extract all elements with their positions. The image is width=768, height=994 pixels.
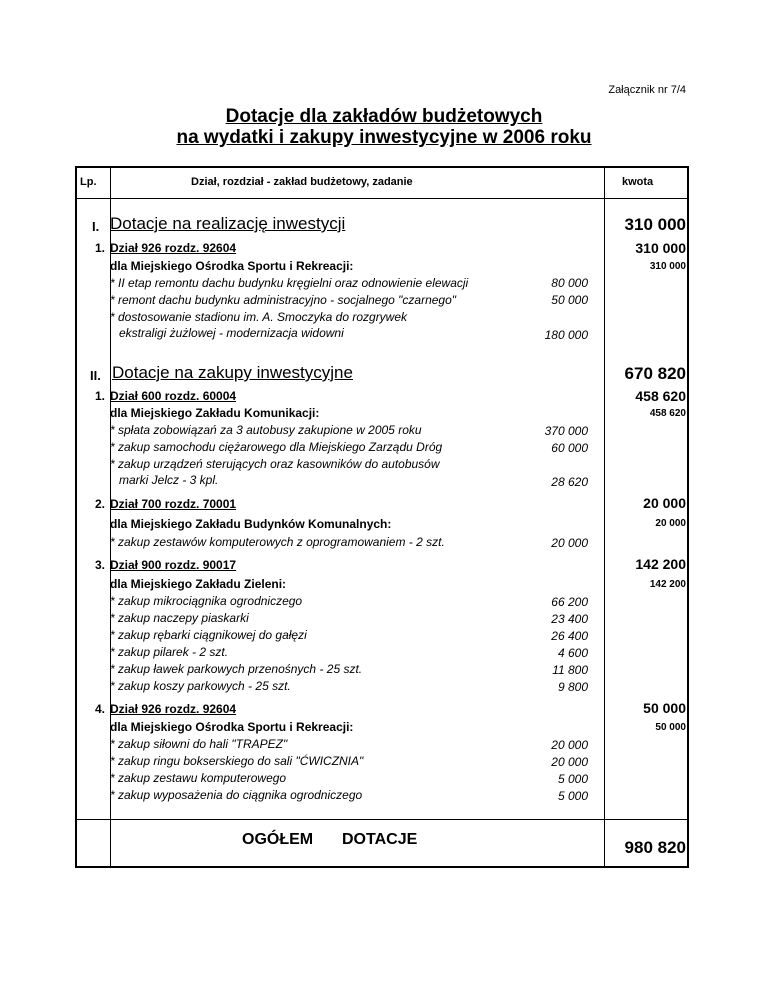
subsection-number: 1. — [94, 241, 105, 255]
task-amount: 370 000 — [544, 424, 588, 438]
task-amount: 20 000 — [551, 755, 588, 769]
task-amount: 180 000 — [544, 328, 588, 342]
section-title: Dotacje na realizację inwestycji — [110, 214, 346, 233]
task-item: * remont dachu budynku administracyjno - socjalnego "czarnego" — [110, 293, 457, 307]
unit-name: dla Miejskiego Zakładu Zieleni: — [110, 577, 287, 591]
task-item: * spłata zobowiązań za 3 autobusy zakupione w 2005 roku — [110, 423, 422, 437]
unit-amount: 20 000 — [655, 518, 686, 529]
unit-amount: 310 000 — [649, 261, 686, 272]
header-divider — [77, 198, 687, 199]
total-label: OGÓŁEM — [242, 831, 314, 848]
task-item: * zakup wyposażenia do ciągnika ogrodniczego — [110, 788, 363, 802]
task-item: * zakup rębarki ciągnikowej do gałęzi — [110, 628, 307, 642]
header-amount: kwota — [622, 176, 654, 188]
subsection-title: Dział 600 rozdz. 60004 — [110, 389, 237, 403]
task-item: * zakup pilarek - 2 szt. — [110, 645, 229, 659]
task-item: * zakup zestawów komputerowych z oprogramowaniem - 2 szt. — [110, 535, 445, 549]
task-amount: 26 400 — [551, 629, 588, 643]
document-title-line-1: Dotacje dla zakładów budżetowych — [225, 106, 543, 127]
task-amount: 20 000 — [551, 738, 588, 752]
task-amount: 5 000 — [557, 789, 588, 803]
header-lp: Lp. — [80, 176, 97, 188]
unit-amount: 142 200 — [649, 579, 686, 590]
section-number: II. — [90, 368, 101, 383]
task-amount: 20 000 — [551, 536, 588, 550]
section-title: Dotacje na zakupy inwestycyjne — [112, 363, 353, 382]
unit-name: dla Miejskiego Zakładu Komunikacji: — [110, 406, 320, 420]
task-amount: 23 400 — [551, 612, 588, 626]
task-item: * zakup zestawu komputerowego — [110, 771, 287, 785]
unit-amount: 458 620 — [649, 408, 686, 419]
section-amount: 670 820 — [624, 364, 686, 383]
task-amount: 28 620 — [551, 475, 588, 489]
task-item: * II etap remontu dachu budynku kręgielni oraz odnowienie elewacji — [110, 276, 469, 290]
task-item: * dostosowanie stadionu im. A. Smoczyka do rozgrywek — [110, 310, 408, 324]
total-label-dotacje: DOTACJE — [342, 831, 418, 848]
subsection-title: Dział 900 rozdz. 90017 — [110, 558, 237, 572]
task-amount: 50 000 — [551, 293, 588, 307]
task-item: * zakup urządzeń sterujących oraz kasowników do autobusów — [110, 457, 440, 471]
task-item: * zakup mikrociągnika ogrodniczego — [110, 594, 303, 608]
subsection-amount: 310 000 — [635, 240, 686, 256]
subsection-title: Dział 700 rozdz. 70001 — [110, 497, 237, 511]
subsection-amount: 142 200 — [635, 556, 686, 572]
section-amount: 310 000 — [624, 215, 686, 234]
subsection-title: Dział 926 rozdz. 92604 — [110, 241, 237, 255]
header-description: Dział, rozdział - zakład budżetowy, zadanie — [191, 176, 413, 188]
task-item: ekstraligi żużlowej - modernizacja widowni — [119, 326, 344, 340]
task-amount: 11 800 — [552, 663, 588, 677]
subsection-number: 3. — [94, 558, 105, 572]
unit-amount: 50 000 — [655, 722, 686, 733]
subsection-number: 1. — [94, 389, 105, 403]
task-item: * zakup samochodu ciężarowego dla Miejskiego Zarządu Dróg — [110, 440, 443, 454]
subsection-title: Dział 926 rozdz. 92604 — [110, 702, 237, 716]
unit-name: dla Miejskiego Zakładu Budynków Komunalnych: — [110, 517, 392, 531]
task-item: marki Jelcz - 3 kpl. — [119, 473, 219, 487]
task-amount: 66 200 — [551, 595, 588, 609]
task-amount: 4 600 — [557, 646, 588, 660]
unit-name: dla Miejskiego Ośrodka Sportu i Rekreacji: — [110, 259, 354, 273]
unit-name: dla Miejskiego Ośrodka Sportu i Rekreacji: — [110, 720, 354, 734]
task-item: * zakup koszy parkowych - 25 szt. — [110, 679, 291, 693]
task-amount: 80 000 — [551, 276, 588, 290]
document-title-line-2: na wydatki i zakupy inwestycyjne w 2006 roku — [176, 127, 592, 148]
subsection-number: 2. — [94, 497, 105, 511]
subsection-amount: 458 620 — [635, 388, 686, 404]
task-item: * zakup naczepy piaskarki — [110, 611, 249, 625]
attachment-label: Załącznik nr 7/4 — [608, 84, 686, 96]
total-amount: 980 820 — [624, 838, 686, 857]
subsection-amount: 50 000 — [643, 700, 686, 716]
task-amount: 60 000 — [551, 441, 588, 455]
section-number: I. — [92, 219, 100, 234]
total-divider — [77, 819, 687, 820]
column-divider-amount — [604, 168, 605, 866]
task-item: * zakup ławek parkowych przenośnych - 25 szt. — [110, 662, 363, 676]
task-amount: 9 800 — [557, 680, 588, 694]
subsection-amount: 20 000 — [643, 495, 686, 511]
subsection-number: 4. — [94, 702, 105, 716]
task-item: * zakup ringu bokserskiego do sali "ĆWICZNIA" — [110, 754, 364, 768]
task-amount: 5 000 — [557, 772, 588, 786]
task-item: * zakup siłowni do hali "TRAPEZ" — [110, 737, 288, 751]
